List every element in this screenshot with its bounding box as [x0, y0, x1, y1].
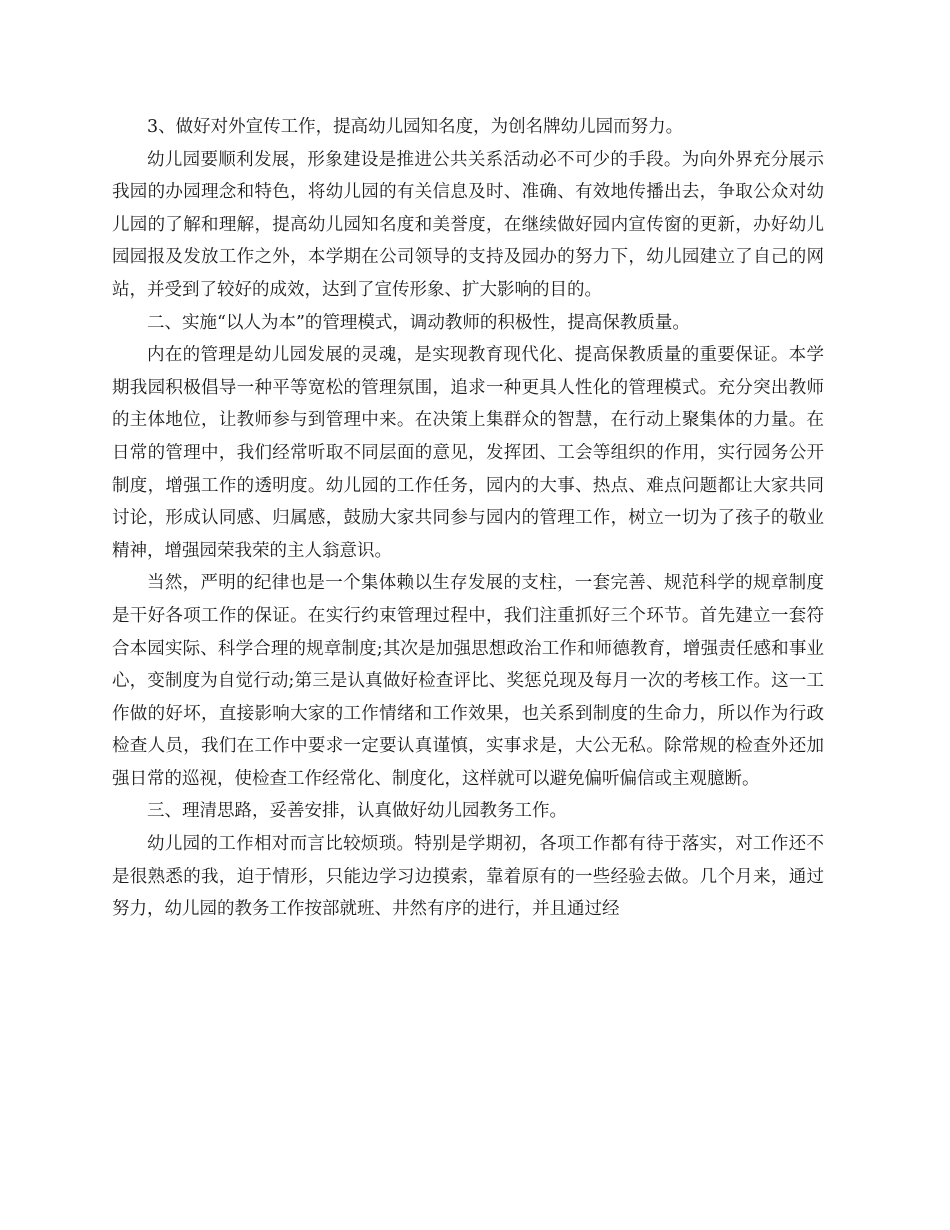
paragraph-management-body: 内在的管理是幼儿园发展的灵魂，是实现教育现代化、提高保教质量的重要保证。本学期我园积极倡导一种平等宽松的管理氛围，追求一种更具人性化的管理模式。充分突出教师的主体地位，让教师参与到管理中来。在决策上集群众的智慧，在行动上聚集体的力量。在日常的管理中，我们经常听取不同层面的意见，发挥团、工会等组织的作用，实行园务公开制度，增强工作的透明度。幼儿园的工作任务，园内的大事、热点、难点问题都让大家共同讨论，形成认同感、归属感，鼓励大家共同参与园内的管理工作，树立一切为了孩子的敬业精神，增强园荣我荣的主人翁意识。 [112, 345, 824, 561]
paragraph-academic-affairs-body: 幼儿园的工作相对而言比较烦琐。特别是学期初，各项工作都有待于落实，对工作还不是很熟悉的我，迫于情形，只能边学习边摸索，靠着原有的一些经验去做。几个月来，通过努力，幼儿园的教务工作按部就班、井然有序的进行，并且通过经 [112, 834, 824, 920]
paragraph-publicity-body: 幼儿园要顺利发展，形象建设是推进公共关系活动必不可少的手段。为向外界充分展示我园的办园理念和特色，将幼儿园的有关信息及时、准确、有效地传播出去，争取公众对幼儿园的了解和理解，提高幼儿园知名度和美誉度，在继续做好园内宣传窗的更新，办好幼儿园园报及发放工作之外，本学期在公司领导的支持及园办的努力下，幼儿园建立了自己的网站，并受到了较好的成效，达到了宣传形象、扩大影响的目的。 [112, 149, 824, 300]
paragraph-discipline-body: 当然，严明的纪律也是一个集体赖以生存发展的支柱，一套完善、规范科学的规章制度是干好各项工作的保证。在实行约束管理过程中，我们注重抓好三个环节。首先建立一套符合本园实际、科学合理的规章制度;其次是加强思想政治工作和师德教育，增强责任感和事业心，变制度为自觉行动;第三是认真做好检查评比、奖惩兑现及每月一次的考核工作。这一工作做的好坏，直接影响大家的工作情绪和工作效果，也关系到制度的生命力，所以作为行政检查人员，我们在工作中要求一定要认真谨慎，实事求是，大公无私。除常规的检查外还加强日常的巡视，使检查工作经常化、制度化，这样就可以避免偏听偏信或主观臆断。 [112, 573, 824, 789]
document-body [112, 111, 824, 926]
paragraph-publicity-heading: 3、做好对外宣传工作，提高幼儿园知名度，为创名牌幼儿园而努力。 [147, 117, 684, 137]
section-heading-management: 二、实施“以人为本”的管理模式，调动教师的积极性，提高保教质量。 [147, 312, 690, 333]
section-heading-academic-affairs: 三、理清思路，妥善安排，认真做好幼儿园教务工作。 [147, 801, 567, 822]
